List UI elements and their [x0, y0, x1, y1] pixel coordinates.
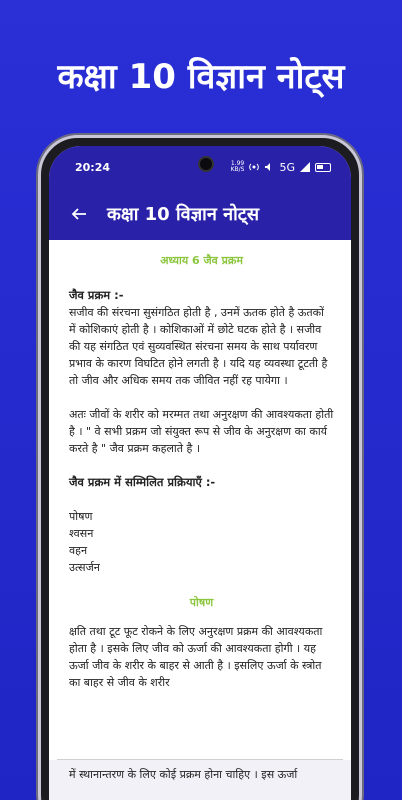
process-list [69, 508, 334, 576]
chapter-title: अध्याय 6 जैव प्रक्रम [160, 254, 243, 267]
list-item: उत्सर्जन [69, 561, 100, 574]
section-heading-jaiv-prakram: जैव प्रक्रम :- [69, 288, 124, 302]
network-speed-unit: KB/S [230, 166, 245, 173]
sub-heading-poshan: पोषण [189, 596, 214, 609]
back-button[interactable] [57, 192, 101, 236]
app-title: कक्षा 10 विज्ञान नोट्स [107, 204, 259, 225]
battery-icon [315, 163, 331, 172]
paragraph-3: क्षति तथा टूट फूट रोकने के लिए अनुरक्षण प्रक्रम की आवश्यकता होता है । इसके लिए जीव को ऊर्जा की आवश्यकता होगी । यह ऊर्जा जीव के शरीर के बाहर से आती है । इसलिए ऊर्जा के स्त्रोत का बाहर से जीव के शरीर [69, 625, 323, 689]
list-item: श्वसन [69, 527, 94, 540]
paragraph-2: अतः जीवों के शरीर को मरम्मत तथा अनुरक्षण की आवश्यकता होती है । " वे सभी प्रक्रम जो संयुक्त रूप से जीव के अनुरक्षण का कार्य करते है " जैव प्रक्रम कहलाते है । [69, 408, 334, 455]
list-item: वहन [69, 544, 88, 557]
status-time: 20:24 [75, 160, 111, 174]
continued-text-strip [49, 760, 351, 800]
section-heading-processes: जैव प्रक्रम में सम्मिलित प्रक्रियाएँ :- [69, 475, 216, 489]
phone-frame [38, 135, 362, 800]
phone-screen [49, 146, 351, 800]
mute-icon [264, 162, 274, 172]
signal-icon [300, 162, 310, 172]
app-bar [49, 188, 351, 240]
network-speed-value: 1.99 [230, 160, 245, 167]
status-bar [49, 146, 351, 188]
hotspot-icon [249, 162, 259, 172]
list-item: पोषण [69, 510, 93, 523]
status-icons [231, 161, 331, 174]
network-speed [231, 161, 245, 173]
continued-text-line: में स्थानान्तरण के लिए कोई प्रक्रम होना चाहिए । इस ऊर्जा [69, 768, 298, 781]
network-type: 5G [279, 160, 295, 174]
camera-cutout [198, 156, 214, 172]
notes-content[interactable] [49, 240, 351, 760]
paragraph-1: सजीव की संरचना सुसंगठित होती है , उनमें ऊतक होते है ऊतकों में कोशिकाएं होती है । कोशिकाओं में छोटे घटक होते है । सजीव की यह संगठित एवं सुव्यवस्थित संरचना समय के साथ पर्यावरण प्रभाव के कारण विघटित होने लगती है । यदि यह व्यवस्था टूटती है तो जीव और अधिक समय तक जीवित नहीं रह पायेगा । [69, 306, 328, 387]
back-arrow-icon [71, 206, 87, 222]
promo-title: कक्षा 10 विज्ञान नोट्स [57, 57, 345, 97]
